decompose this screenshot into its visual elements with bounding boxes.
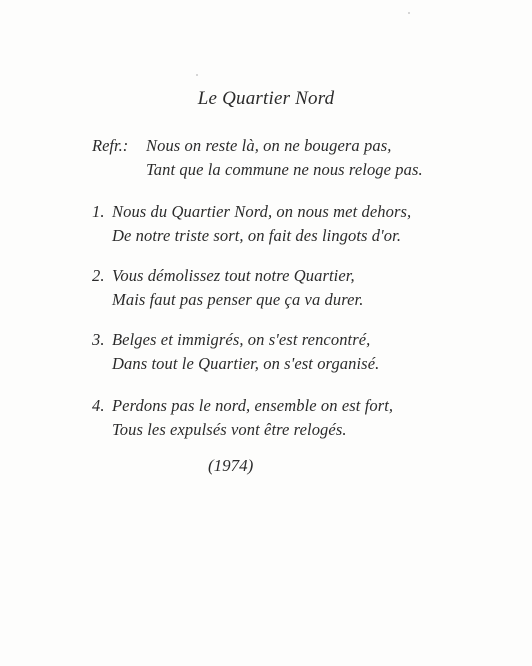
verse-3-number: 3. [92,330,105,349]
verse-3-line-1 [92,330,370,350]
verse-4-line-2: Tous les expulsés vont être relogés. [112,420,347,439]
verse-1-line-2: De notre triste sort, on fait des lingots d'or. [112,226,402,245]
paper-speck [196,74,198,76]
verse-3-text-1: Belges et immigrés, on s'est rencontré, [112,330,371,349]
song-title: Le Quartier Nord [197,88,335,109]
refrain-line-2: Tant que la commune ne nous reloge pas. [146,160,423,179]
verse-4-line-1 [92,396,393,416]
refrain-line-1: Nous on reste là, on ne bougera pas, [146,136,392,155]
verse-2-line-1 [92,266,355,286]
verse-1-text-1: Nous du Quartier Nord, on nous met dehors, [112,202,412,221]
verse-3-line-2: Dans tout le Quartier, on s'est organisé. [112,354,380,373]
verse-1-number: 1. [92,202,105,221]
paper-speck [408,12,410,14]
verse-2-number: 2. [92,266,105,285]
verse-4-text-1: Perdons pas le nord, ensemble on est fort, [112,396,394,415]
year-label: (1974) [208,456,254,475]
refrain-label: Refr.: [92,136,129,155]
verse-1-line-1 [92,202,411,222]
verse-4-number: 4. [92,396,105,415]
verse-2-text-1: Vous démolissez tout notre Quartier, [112,266,355,285]
verse-2-line-2: Mais faut pas penser que ça va durer. [112,290,364,309]
